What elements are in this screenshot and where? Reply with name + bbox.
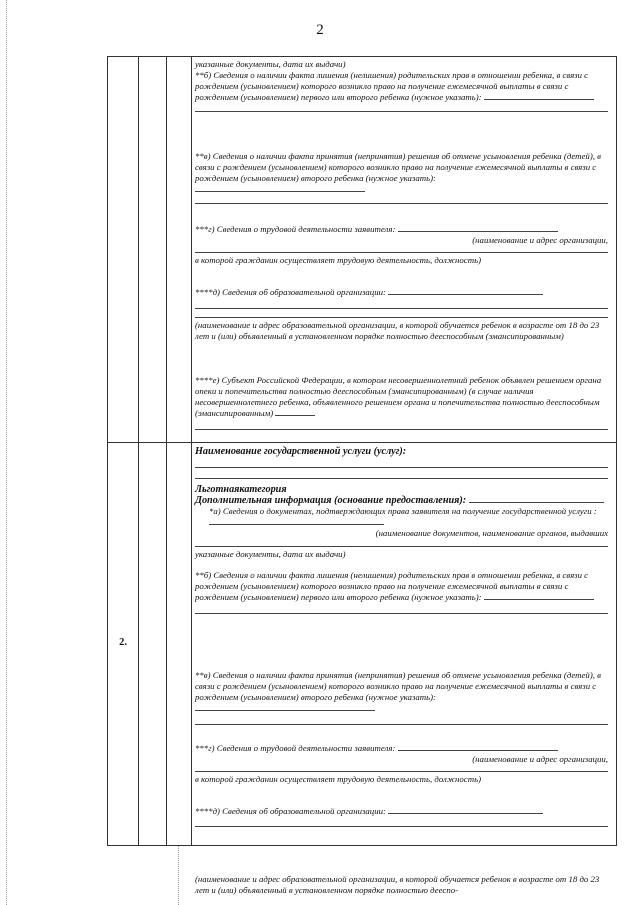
section-d-text: ****д) Сведения об образовательной организации: bbox=[195, 806, 608, 817]
additional-info-heading: Дополнительная информация (основание предоставления): bbox=[195, 495, 608, 506]
row-number: 2. bbox=[119, 637, 127, 648]
section-g-text: ***г) Сведения о трудовой деятельности заявителя: bbox=[195, 224, 608, 235]
benefit-category: Льготнаякатегория bbox=[195, 484, 287, 495]
section-d-text: ****д) Сведения об образовательной организации: bbox=[195, 287, 608, 298]
section-b-field[interactable] bbox=[484, 592, 594, 600]
section-b-text: **б) Сведения о наличии факта лишения (нелишения) родительских прав в отношении ребенка, в связи с рождением (усыновлением) которого возникло право на получение ежемесячной выплаты в связи с рождением (усыновлением) первого или второго ребенка (нужное указать): bbox=[195, 70, 608, 103]
section-d-field[interactable] bbox=[388, 287, 543, 295]
section-v-text: **в) Сведения о наличии факта принятия (непринятия) решения об отмене усыновления ребенка (детей), в связи с рождением (усыновлением) которого возникло право на получение ежемесячной выплаты в связи с рождением (усыновлением) второго ребенка (нужное указать): bbox=[195, 670, 608, 714]
section-a-field[interactable] bbox=[209, 517, 384, 525]
page-number: 2 bbox=[316, 22, 324, 38]
blank-line[interactable] bbox=[195, 771, 608, 772]
section-d-caption: (наименование и адрес образовательной организации, в которой обучается ребенок в возрасте от 18 до 23 лет и (или) объявленный в установленном порядке полностью дееспособным (эмансипированным) bbox=[195, 320, 600, 341]
section-a-text: *а) Сведения о документах, подтверждающих права заявителя на получение государственной услуги : bbox=[195, 506, 608, 528]
blank-line[interactable] bbox=[195, 308, 608, 309]
section-g-field[interactable] bbox=[398, 743, 558, 751]
section-g-field[interactable] bbox=[398, 224, 558, 232]
row-1-content bbox=[195, 59, 608, 442]
blank-line[interactable] bbox=[195, 317, 608, 318]
section-g-caption-2: в которой гражданин осуществляет трудовую деятельность, должность) bbox=[195, 774, 482, 784]
section-g-caption: (наименование и адрес организации, bbox=[472, 754, 608, 764]
section-d-caption: (наименование и адрес образовательной организации, в которой обучается ребенок в возрасте от 18 до 23 лет и (или) объявленный в установленном порядке полностью дееспо- bbox=[195, 874, 600, 895]
section-g-caption: (наименование и адрес организации, bbox=[472, 235, 608, 245]
section-e-text: ****е) Субъект Российской Федерации, в котором несовершеннолетний ребенок объявлен решением органа опеки и попечительства полностью дееспособным (эмансипированным) (в случае наличия несовершеннолетнего ребенка, объявленного решением органа и попечительства полностью дееспособным (эмансипированным) bbox=[195, 375, 602, 418]
section-a-caption: (наименование документов, наименование органов, выдавших bbox=[375, 528, 608, 538]
section-e-field[interactable] bbox=[275, 408, 315, 416]
blank-line[interactable] bbox=[195, 546, 608, 547]
table-column-divider bbox=[191, 57, 192, 845]
section-v-field[interactable] bbox=[195, 703, 375, 711]
table-row-divider bbox=[108, 442, 616, 443]
blank-line[interactable] bbox=[195, 111, 608, 112]
section-g-caption-2: в которой гражданин осуществляет трудовую деятельность, должность) bbox=[195, 255, 482, 265]
scan-left-margin bbox=[6, 0, 7, 905]
documents-caption-continued: указанные документы, дата их выдачи) bbox=[195, 59, 346, 69]
blank-line[interactable] bbox=[195, 467, 608, 468]
section-b-text: **б) Сведения о наличии факта лишения (нелишения) родительских прав в отношении ребенка, в связи с рождением (усыновлением) которого возникло право на получение ежемесячной выплаты в связи с рождением (усыновлением) первого или второго ребенка (нужное указать): bbox=[195, 570, 608, 603]
section-a-caption-2: указанные документы, дата их выдачи) bbox=[195, 549, 346, 559]
table-column-divider bbox=[138, 57, 139, 845]
service-title: Наименование государственной услуги (услуг): bbox=[195, 446, 407, 457]
section-g-text: ***г) Сведения о трудовой деятельности заявителя: bbox=[195, 743, 608, 754]
blank-line[interactable] bbox=[195, 613, 608, 614]
section-b-field[interactable] bbox=[484, 92, 594, 100]
table-column-divider bbox=[166, 57, 167, 845]
blank-line[interactable] bbox=[195, 203, 608, 204]
blank-line[interactable] bbox=[195, 724, 608, 725]
section-v-text: **в) Сведения о наличии факта принятия (непринятия) решения об отмене усыновления ребенка (детей), в связи с рождением (усыновлением) которого возникло право на получение ежемесячной выплаты в связи с рождением (усыновлением) второго ребенка (нужное указать): bbox=[195, 151, 608, 195]
form-table bbox=[107, 56, 617, 895]
additional-info-field[interactable] bbox=[469, 495, 604, 503]
row-2-content bbox=[195, 446, 608, 895]
blank-line[interactable] bbox=[195, 478, 608, 479]
section-v-field[interactable] bbox=[195, 184, 365, 192]
scan-fold-line bbox=[178, 846, 179, 905]
blank-line[interactable] bbox=[195, 252, 608, 253]
section-d-field[interactable] bbox=[388, 806, 543, 814]
blank-line[interactable] bbox=[195, 826, 608, 827]
blank-line[interactable] bbox=[195, 429, 608, 430]
